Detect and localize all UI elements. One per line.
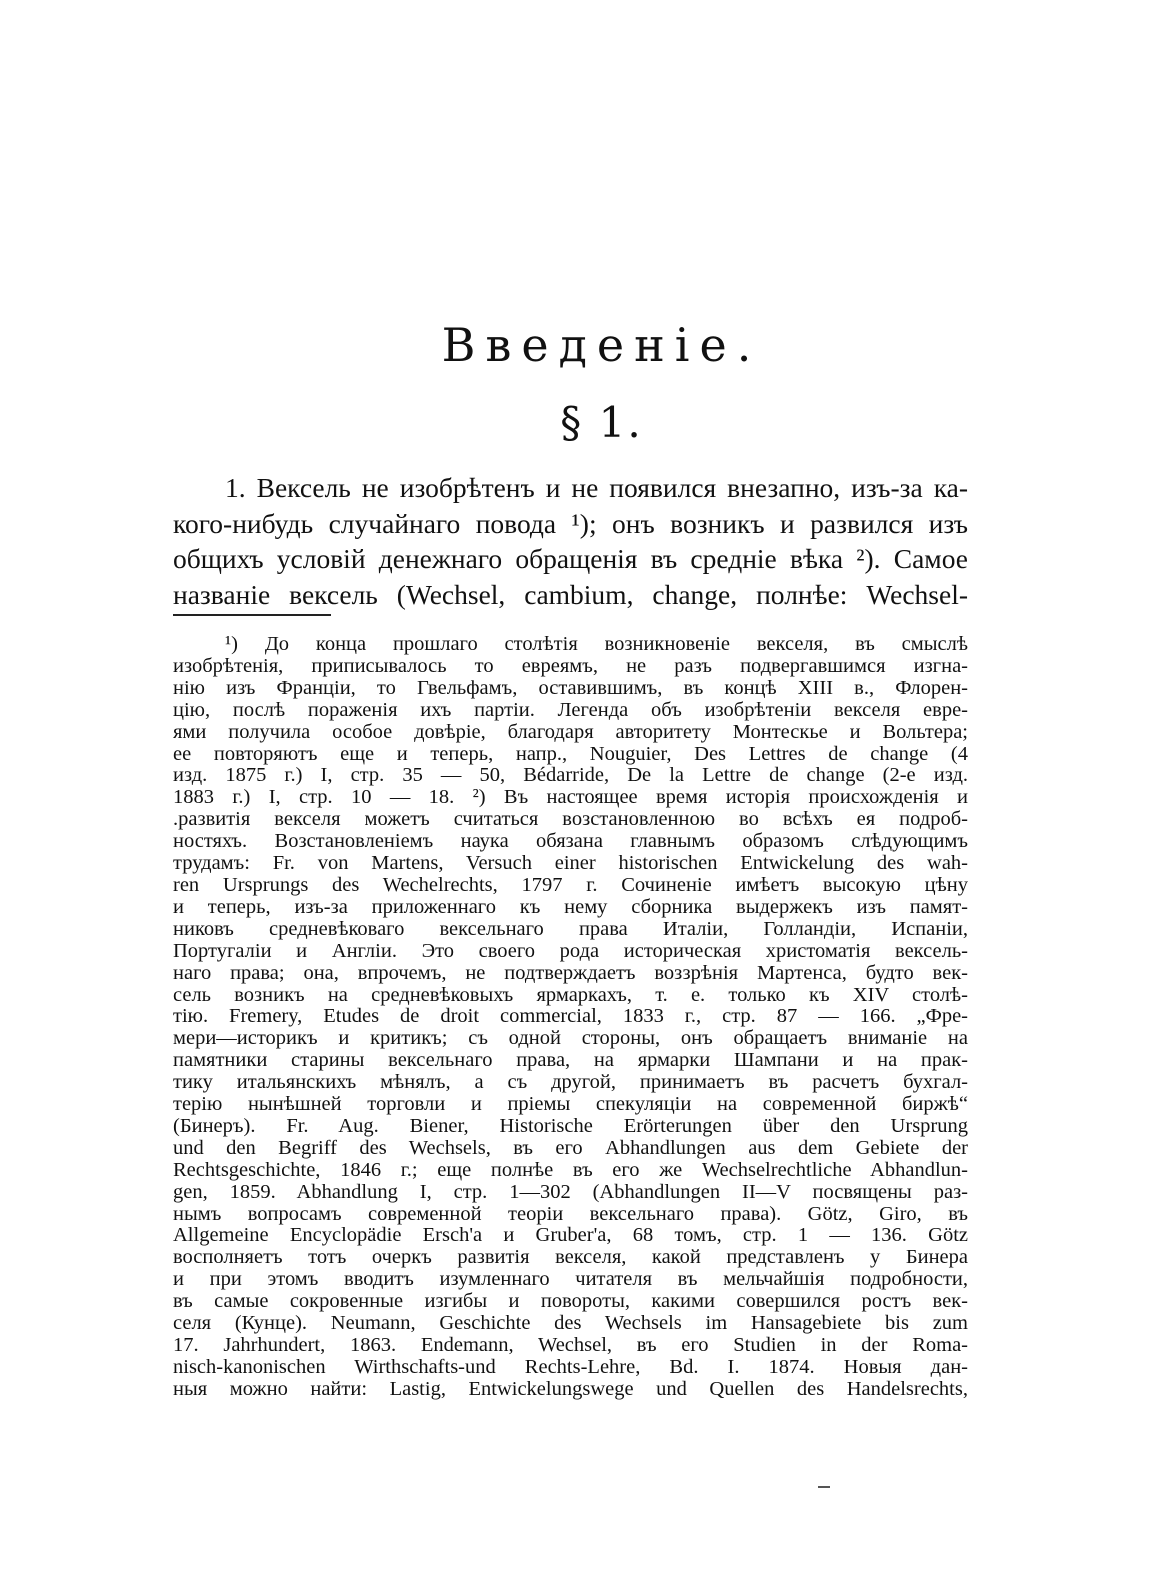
footnote-line: ¹) До конца прошлаго столѣтія возникновеніе векселя, въ смыслѣ: [225, 634, 968, 655]
chapter-title: Введеніе.: [441, 318, 762, 372]
footnote-line: и при этомъ вводитъ изумленнаго читателя въ мельчайшія подробности,: [173, 1269, 968, 1291]
footnote-line: селя (Кунце). Neumann, Geschichte des Wechsels im Hansagebiete bis zum: [173, 1313, 968, 1335]
paragraph-line: общихъ условій денежнаго обращенія въ средніе вѣка ²). Самое: [173, 543, 968, 574]
footnote-line: .развитія векселя можетъ считаться возстановленною во всѣхъ ея подроб-: [173, 809, 968, 831]
footnote-line: (Бинеръ). Fr. Aug. Biener, Historische Erörterungen über den Ursprung: [173, 1115, 968, 1137]
footnote-line: изобрѣтенія, приписывалось то евреямъ, не разъ подвергавшимся изгна-: [173, 655, 968, 677]
main-paragraph: [173, 470, 968, 612]
footnote-line: ее повторяютъ еще и теперь, напр., Nouguier, Des Lettres de change (4: [173, 743, 968, 765]
footnote-line: ностяхъ. Возстановленіемъ наука обязана главнымъ образомъ слѣдующимъ: [173, 831, 968, 853]
footnote-line: никовъ средневѣковаго вексельнаго права Италіи, Голландіи, Испаніи,: [173, 918, 968, 940]
footnote-line: наго права; она, впрочемъ, не подтверждаетъ воззрѣнія Мартенса, будто век-: [173, 962, 968, 984]
footnote-line: und den Begriff des Wechsels, въ его Abhandlungen aus dem Gebiete der: [173, 1137, 968, 1159]
paragraph-line: названіе вексель (Wechsel, cambium, change, полнѣе: Wechsel-: [173, 578, 968, 610]
footnotes-block: [173, 634, 968, 1401]
footnote-line: и теперь, изъ-за приложеннаго къ нему сборника выдержекъ изъ памят-: [173, 896, 968, 918]
footnote-line: Португаліи и Англіи. Это своего рода историческая христоматія вексель-: [173, 940, 968, 962]
footnote-line: восполняетъ тотъ очеркъ развитія векселя, какой представленъ у Бинера: [173, 1247, 968, 1269]
footnote-line: ями получила особое довѣріе, благодаря авторитету Монтескье и Вольтера;: [173, 721, 968, 743]
footnote-line: gen, 1859. Abhandlung I, стр. 1—302 (Abhandlungen II—V посвящены раз-: [173, 1181, 968, 1203]
footnote-line: терію нынѣшней торговли и пріемы спекуляціи на современной биржѣ“: [173, 1094, 968, 1116]
paragraph-line: 1. Вексель не изобрѣтенъ и не появился внезапно, изъ-за ка-: [225, 472, 968, 503]
footnote-line: изд. 1875 г.) I, стр. 35 — 50, Bédarride, De la Lettre de change (2-е изд.: [173, 765, 968, 787]
print-mark: [818, 1486, 830, 1488]
footnote-line: ныя можно найти: Lastig, Entwickelungswege und Quellen des Handelsrechts,: [173, 1378, 968, 1400]
section-number: § 1.: [560, 398, 643, 447]
footnote-line: 17. Jahrhundert, 1863. Endemann, Wechsel, въ его Studien in der Roma-: [173, 1335, 968, 1356]
paragraph-line: кого-нибудь случайнаго повода ¹); онъ возникъ и развился изъ: [173, 507, 968, 539]
footnote-line: трудамъ: Fr. von Martens, Versuch einer historischen Entwickelung des wah-: [173, 853, 968, 875]
footnote-separator: [173, 614, 331, 616]
footnote-line: сель возникъ на средневѣковыхъ ярмаркахъ, т. е. только къ XIV столѣ-: [173, 984, 968, 1006]
footnote-line: nisch-kanonischen Wirthschafts-und Rechts-Lehre, Bd. I. 1874. Новыя дан-: [173, 1356, 968, 1378]
footnote-line: памятники старины вексельнаго права, на ярмарки Шампани и на прак-: [173, 1050, 968, 1072]
footnote-line: ren Ursprungs des Wechelrechts, 1797 г. Сочиненіе имѣетъ высокую цѣну: [173, 874, 968, 896]
footnote-line: Rechtsgeschichte, 1846 г.; еще полнѣе въ его же Wechselrechtliche Abhandlun-: [173, 1159, 968, 1181]
footnote-line: цію, послѣ пораженія ихъ партіи. Легенда объ изобрѣтеніи векселя евре-: [173, 699, 968, 721]
footnote-line: нымъ вопросамъ современной теоріи вексельнаго права). Götz, Giro, въ: [173, 1203, 968, 1225]
footnote-line: тику итальянскихъ мѣнялъ, а съ другой, принимаетъ въ расчетъ бухгал-: [173, 1072, 968, 1094]
footnote-line: Allgemeine Encyclopädie Ersch'a и Gruber'a, 68 томъ, стр. 1 — 136. Götz: [173, 1225, 968, 1247]
footnote-line: въ самые сокровенные изгибы и повороты, какими совершился ростъ век-: [173, 1291, 968, 1313]
footnote-line: мери—историкъ и критикъ; съ одной стороны, онъ обращаетъ вниманіе на: [173, 1028, 968, 1050]
footnote-line: 1883 г.) I, стр. 10 — 18. ²) Въ настоящее время исторія происхожденія и: [173, 787, 968, 809]
footnote-line: тію. Fremery, Etudes de droit commercial, 1833 г., стр. 87 — 166. „Фре-: [173, 1006, 968, 1028]
footnote-line: нію изъ Франціи, то Гвельфамъ, оставившимъ, въ концѣ XIII в., Флорен-: [173, 677, 968, 699]
